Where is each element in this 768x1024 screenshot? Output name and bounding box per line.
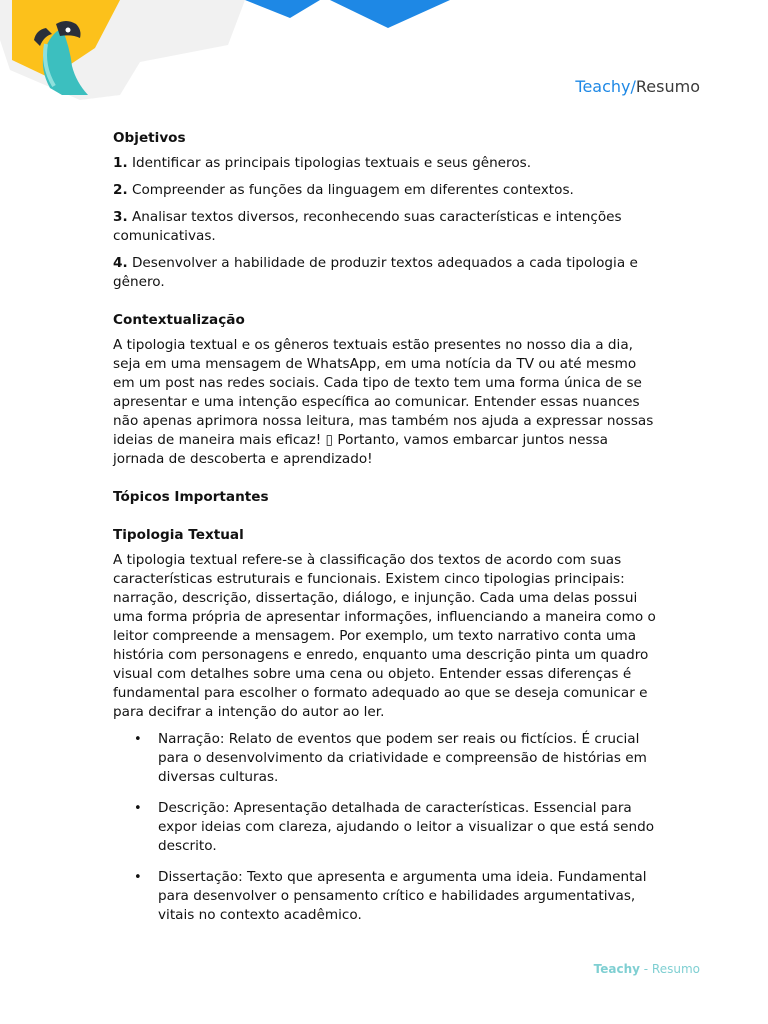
topics-section	[113, 488, 658, 925]
bullet-icon: •	[134, 801, 142, 816]
objective-number: 4.	[113, 255, 128, 271]
objective-text: Desenvolver a habilidade de produzir textos adequados a cada tipologia e gênero.	[113, 255, 638, 290]
list-item	[134, 799, 658, 856]
context-title: Contextualização	[113, 312, 245, 328]
list-item-text: Narração: Relato de eventos que podem ser reais ou fictícios. É crucial para o desenvolvimento da criatividade e compreensão de histórias em diversas culturas.	[158, 731, 647, 785]
brand-section: Resumo	[635, 77, 700, 96]
objective-item	[113, 181, 658, 200]
topic-subtitle: Tipologia Textual	[113, 527, 244, 543]
objective-text: Compreender as funções da linguagem em diferentes contextos.	[131, 182, 574, 198]
topics-title: Tópicos Importantes	[113, 489, 269, 505]
objective-item	[113, 154, 658, 173]
topic-paragraph: A tipologia textual refere-se à classificação dos textos de acordo com suas características estruturais e funcionais. Existem cinco tipologias principais: narração, descrição, dissertação, diálogo, e injunção. Cada uma delas possui uma forma própria de apresentar informações, influenciando a maneira como o leitor compreende a mensagem. Por exemplo, um texto narrativo conta uma história com personagens e enredo, enquanto uma descrição pinta um quadro visual com detalhes sobre uma cena ou objeto. Entender essas diferenças é fundamental para escolher o formato adequado ao que se deseja comunicar e para decifrar a intenção do autor ao ler.	[113, 552, 656, 720]
objective-text: Analisar textos diversos, reconhecendo suas características e intenções comunicativas.	[113, 209, 622, 244]
bullet-icon: •	[134, 870, 142, 885]
list-item-text: Descrição: Apresentação detalhada de características. Essencial para expor ideias com clareza, ajudando o leitor a visualizar o que está sendo descrito.	[158, 800, 655, 854]
footer-brand	[594, 962, 700, 976]
objective-number: 2.	[113, 182, 128, 198]
document-body	[113, 129, 658, 937]
footer-section: Resumo	[651, 962, 700, 976]
list-item-text: Dissertação: Texto que apresenta e argumenta uma ideia. Fundamental para desenvolver o pensamento crítico e habilidades argumentativas, vitais no contexto acadêmico.	[158, 869, 647, 923]
context-paragraph: A tipologia textual e os gêneros textuais estão presentes no nosso dia a dia, seja em uma mensagem de WhatsApp, em uma notícia da TV ou até mesmo em um post nas redes sociais. Cada tipo de texto tem uma forma única de se apresentar e uma intenção específica ao comunicar. Entender essas nuances não apenas aprimora nossa leitura, mas também nos ajuda a expressar nossas ideias de maneira mais eficaz! ▯ Portanto, vamos embarcar juntos nessa jornada de descoberta e aprendizado!	[113, 337, 654, 467]
objective-text: Identificar as principais tipologias textuais e seus gêneros.	[131, 155, 532, 171]
list-item	[134, 730, 658, 787]
topic-bullet-list	[113, 730, 658, 925]
objective-number: 3.	[113, 209, 128, 225]
objectives-section	[113, 129, 658, 292]
objective-item	[113, 254, 658, 292]
context-section	[113, 311, 658, 469]
list-item	[134, 868, 658, 925]
header-brand	[575, 77, 700, 96]
footer-separator: -	[639, 962, 652, 976]
objective-number: 1.	[113, 155, 128, 171]
brand-name: Teachy	[575, 77, 631, 96]
footer-brand-name: Teachy	[593, 962, 640, 976]
brand-separator: /	[630, 77, 636, 96]
objectives-title: Objetivos	[113, 130, 186, 146]
objective-item	[113, 208, 658, 246]
bullet-icon: •	[134, 732, 142, 747]
